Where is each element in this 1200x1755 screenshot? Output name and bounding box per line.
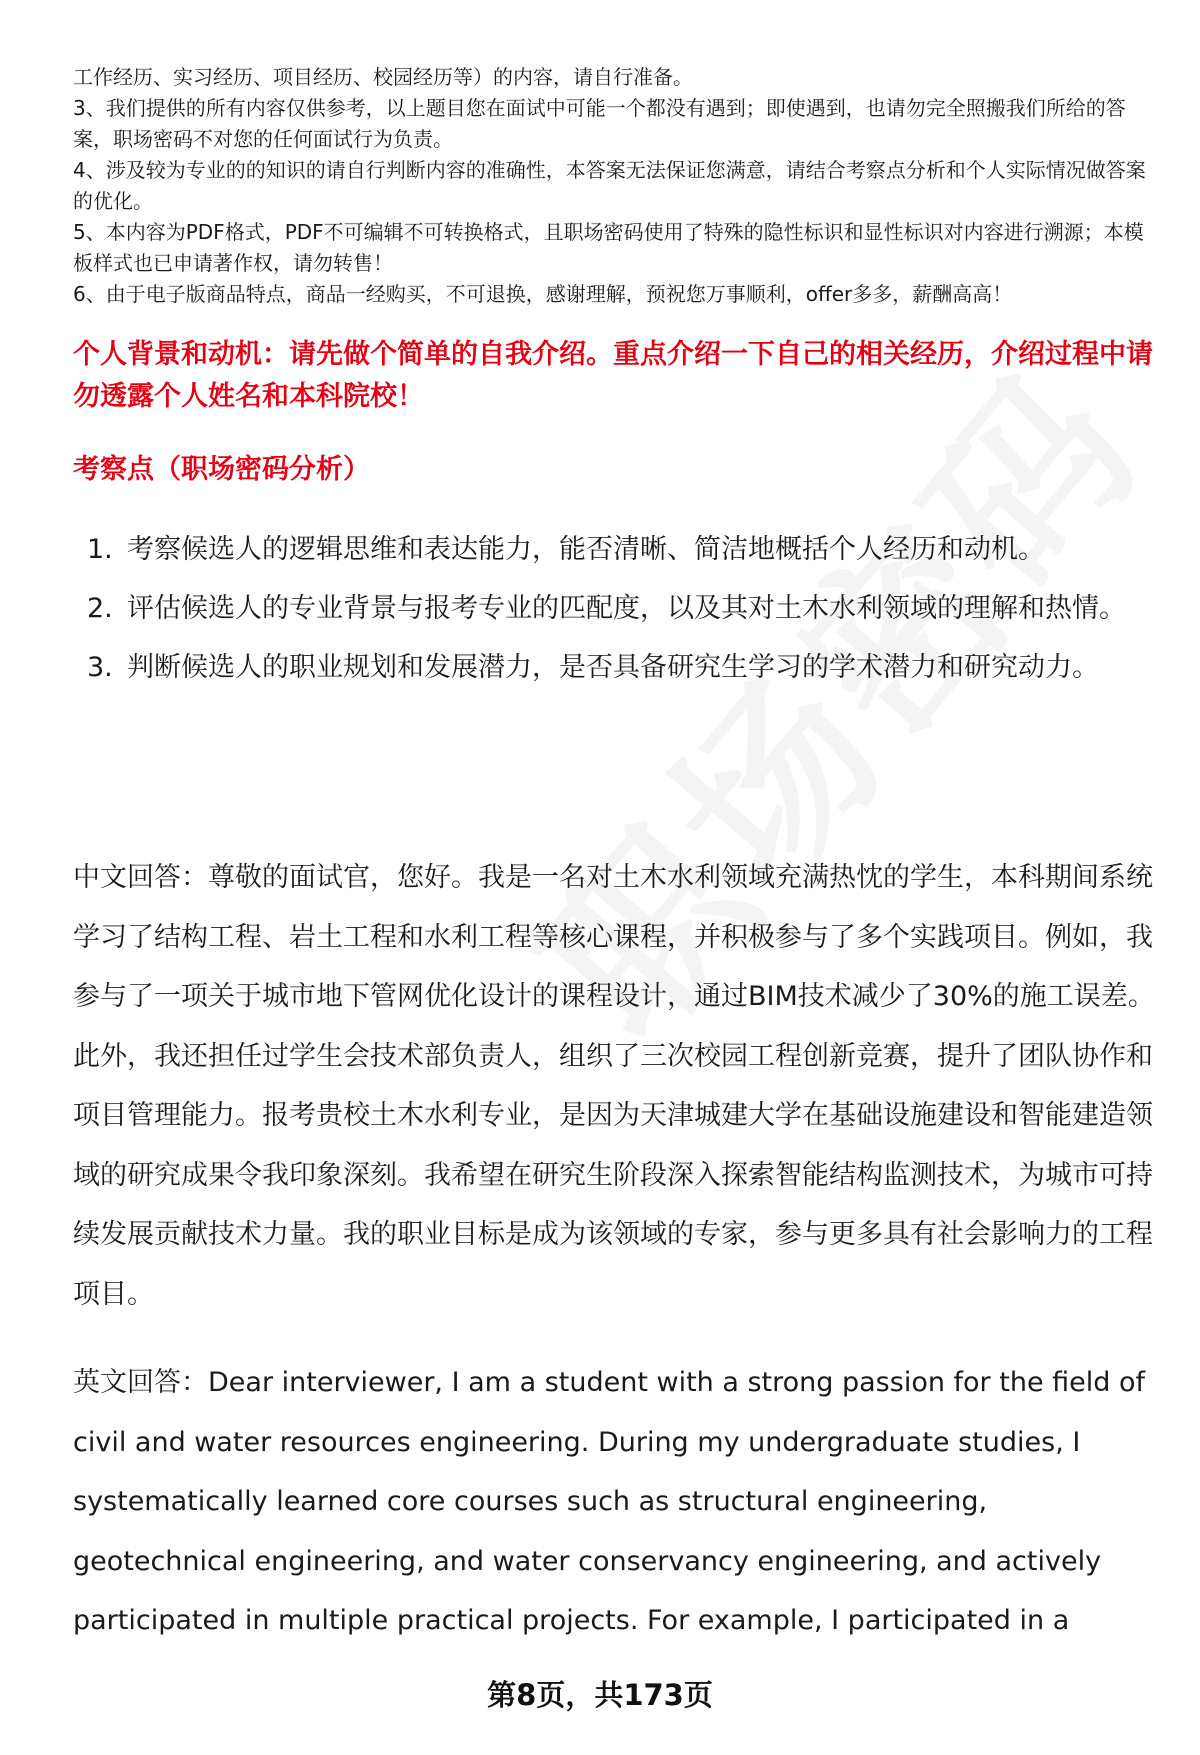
analysis-heading: 考察点（职场密码分析） (73, 454, 370, 485)
list-item (73, 520, 1163, 579)
analysis-points (73, 520, 1163, 697)
chinese-answer-text: 尊敬的面试官，您好。我是一名对土木水利领域充满热忱的学生，本科期间系统学习了结构工程、岩土工程和水利工程等核心课程，并积极参与了多个实践项目。例如，我参与了一项关于城市地下管网优化设计的课程设计，通过BIM技术减少了30%的施工误差。此外，我还担任过学生会技术部负责人，组织了三次校园工程创新竞赛，提升了团队协作和项目管理能力。报考贵校土木水利专业，是因为天津城建大学在基础设施建设和智能建造领域的研究成果令我印象深刻。我希望在研究生阶段深入探索智能结构监测技术，为城市可持续发展贡献技术力量。我的职业目标是成为该领域的专家，参与更多具有社会影响力的工程项目。 (73, 862, 1155, 1310)
english-answer (73, 1353, 1163, 1651)
list-number: 2. (87, 593, 113, 624)
list-item (73, 579, 1163, 638)
list-text: 判断候选人的职业规划和发展潜力，是否具备研究生学习的学术潜力和研究动力。 (127, 652, 1099, 683)
list-number: 1. (87, 534, 113, 565)
notice-list (73, 62, 1163, 310)
list-number: 3. (87, 652, 113, 683)
page-number: 第8页，共173页 (487, 1678, 713, 1712)
chinese-answer-label: 中文回答： (73, 862, 208, 893)
chinese-answer (73, 848, 1163, 1324)
english-answer-text: Dear interviewer, I am a student with a strong passion for the field of civil and water resources engineering. During my undergraduate studies, I systematically learned core courses such as structural engineering, geotechnical engineering, and water conservancy engineering, and actively participated in multiple practical projects. For example, I participated in a (73, 1367, 1145, 1636)
notice-item: 4、涉及较为专业的的知识的请自行判断内容的准确性，本答案无法保证您满意，请结合考察点分析和个人实际情况做答案的优化。 (73, 158, 1146, 213)
notice-item: 工作经历、实习经历、项目经历、校园经历等）的内容，请自行准备。 (73, 65, 693, 89)
notice-item: 3、我们提供的所有内容仅供参考，以上题目您在面试中可能一个都没有遇到；即使遇到，也请勿完全照搬我们所给的答案，职场密码不对您的任何面试行为负责。 (73, 96, 1126, 151)
question-heading: 个人背景和动机：请先做个简单的自我介绍。重点介绍一下自己的相关经历，介绍过程中请勿透露个人姓名和本科院校！ (73, 339, 1153, 412)
list-text: 评估候选人的专业背景与报考专业的匹配度，以及其对土木水利领域的理解和热情。 (127, 593, 1126, 624)
english-answer-label: 英文回答： (73, 1367, 208, 1398)
list-item (73, 638, 1163, 697)
list-text: 考察候选人的逻辑思维和表达能力，能否清晰、简洁地概括个人经历和动机。 (127, 534, 1045, 565)
notice-item: 5、本内容为PDF格式，PDF不可编辑不可转换格式，且职场密码使用了特殊的隐性标识和显性标识对内容进行溯源；本模板样式也已申请著作权，请勿转售！ (73, 220, 1144, 275)
notice-item: 6、由于电子版商品特点，商品一经购买，不可退换，感谢理解，预祝您万事顺利，offer多多，薪酬高高！ (73, 282, 1013, 306)
